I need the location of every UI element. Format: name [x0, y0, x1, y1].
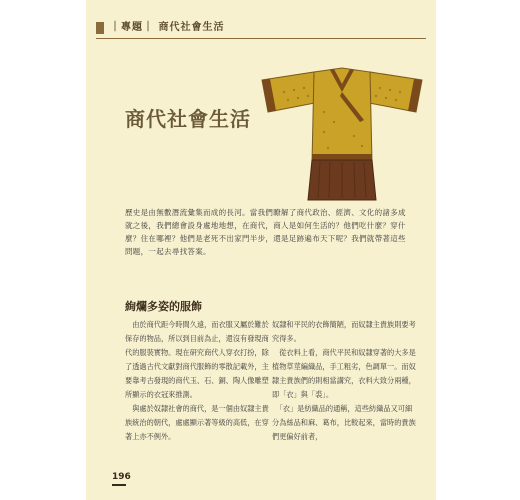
page-number: 196	[112, 472, 131, 482]
header-marker	[96, 22, 104, 34]
body-paragraph: 與處於奴隸社會的商代，是一個由奴隸主貴族統治的朝代，處處顯示著等級的高低，在穿著上亦不例外。	[125, 404, 269, 441]
book-page	[86, 0, 436, 500]
section-heading: 絢爛多姿的服飾	[125, 300, 202, 313]
page-number-underline	[112, 484, 126, 486]
robe-illustration	[254, 62, 430, 202]
body-paragraph: 從衣料上看，商代平民和奴隸穿著的大多是植物草莖編織品，手工粗劣，色調單一。而奴隸主貴族們的則相當講究，衣料大致分兩種，即「衣」與「裘」。	[272, 348, 416, 399]
body-paragraph: 奴隸和平民的衣飾簡陋，而奴隸主貴族則要考究得多。	[272, 320, 416, 343]
body-paragraph: 由於商代距今時間久遠，而衣服又屬於難於保存的物品，所以到目前為止，還沒有發現商代的服裝實物。現在研究商代人穿衣打扮，除了透過古代文獻對商代服飾的零散記載外，主要靠考古發現的商代玉、石、銅、陶人像雕塑所顯示的衣冠來推測。	[125, 320, 269, 399]
intro-text: 歷史是由無數潛流彙集而成的長河。當我們瞭解了商代政治、經濟、文化的諸多成就之後，我們總會設身處地地想，在商代，商人是如何生活的？他們吃什麼？穿什麼？住在哪裡？他們是老死不出家門半步，還是足跡遍布天下呢？我們就帶著這些問題，一起去尋找答案。	[125, 208, 406, 256]
body-paragraph: 「衣」是紡織品的通稱，這些紡織品又可細分為絲品和麻、葛布，比較起來，當時的貴族們更偏好前者，	[272, 404, 416, 441]
page-title: 商代社會生活	[125, 107, 251, 131]
running-header: ｜專題｜ 商代社會生活	[110, 22, 225, 33]
text-column-right	[272, 318, 417, 444]
text-column-left	[125, 318, 270, 444]
header-rule	[96, 38, 426, 39]
intro-paragraph	[125, 206, 409, 258]
